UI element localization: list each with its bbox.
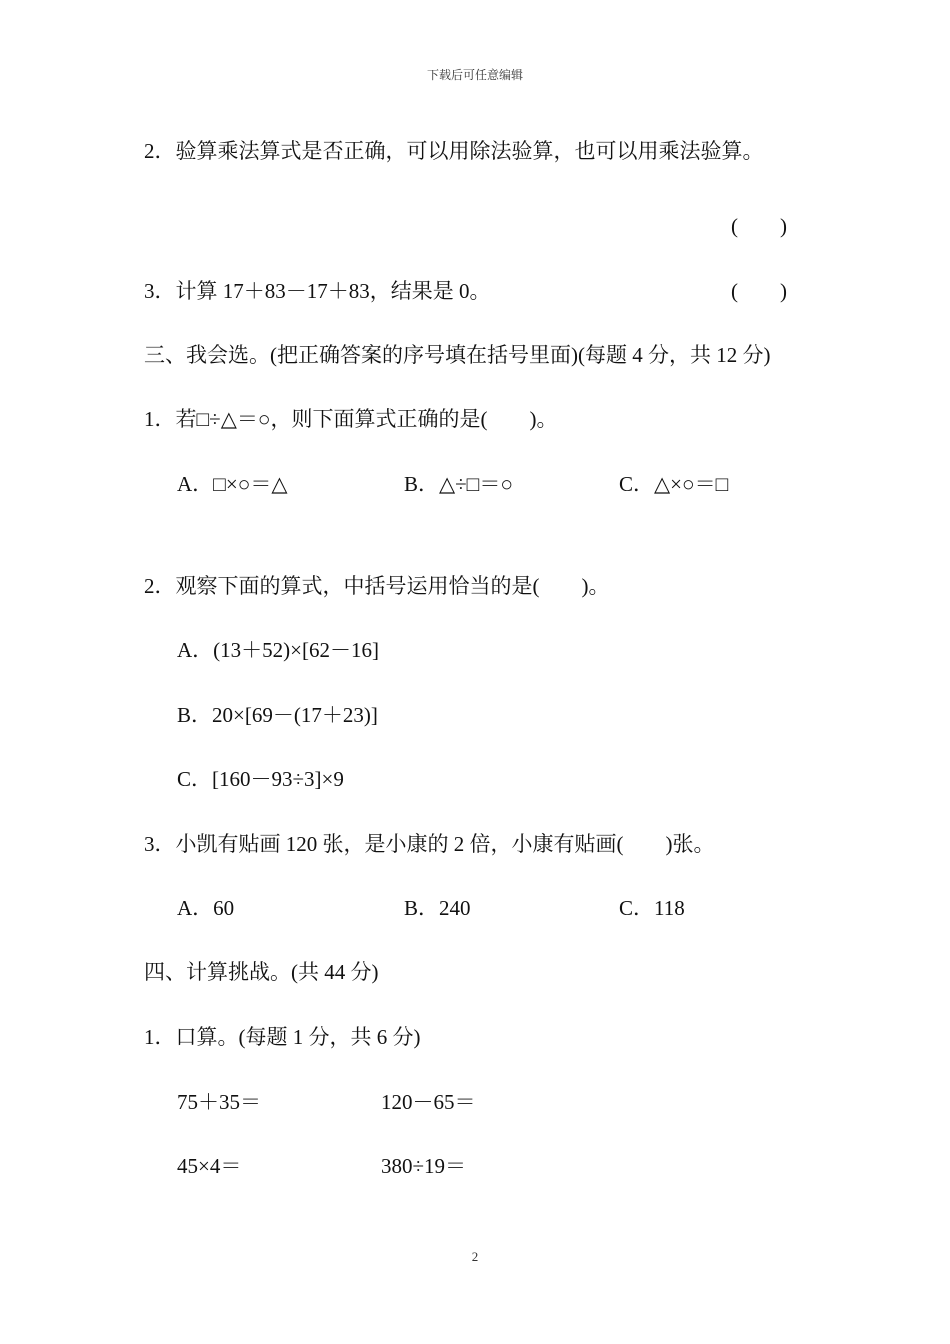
choice-question-1: 1．若□÷△＝○，则下面算式正确的是( )。 (144, 407, 558, 431)
q2-option-b[interactable]: B．20×[69－(17＋23)] (177, 703, 378, 727)
oral-calc-item: 75＋35＝ (177, 1090, 261, 1114)
page-number: 2 (471, 1249, 479, 1264)
section-4-title: 四、计算挑战。(共 44 分) (144, 960, 379, 984)
choice-question-2: 2．观察下面的算式，中括号运用恰当的是( )。 (144, 574, 610, 598)
q1-option-b[interactable]: B．△÷□＝○ (404, 472, 514, 496)
choice-question-3: 3．小凯有贴画 120 张，是小康的 2 倍，小康有贴画( )张。 (144, 832, 715, 856)
calc-question-1: 1．口算。(每题 1 分，共 6 分) (144, 1025, 421, 1049)
page-header: 下载后可任意编辑 (426, 68, 523, 82)
q1-option-c[interactable]: C．△×○＝□ (619, 472, 729, 496)
judge-answer-paren-3[interactable]: ( ) (731, 279, 787, 303)
judge-question-3: 3．计算 17＋83－17＋83，结果是 0。 (144, 279, 491, 303)
q1-option-a[interactable]: A．□×○＝△ (177, 472, 288, 496)
judge-question-2: 2．验算乘法算式是否正确，可以用除法验算，也可以用乘法验算。 (144, 139, 764, 163)
section-3-title: 三、我会选。(把正确答案的序号填在括号里面)(每题 4 分，共 12 分) (144, 343, 771, 367)
oral-calc-item: 380÷19＝ (381, 1154, 467, 1178)
oral-calc-item: 120－65＝ (381, 1090, 476, 1114)
q3-option-c[interactable]: C．118 (619, 896, 685, 920)
judge-answer-paren-2[interactable]: ( ) (731, 214, 787, 238)
q3-option-a[interactable]: A．60 (177, 896, 235, 920)
q2-option-c[interactable]: C．[160－93÷3]×9 (177, 767, 344, 791)
q2-option-a[interactable]: A．(13＋52)×[62－16] (177, 638, 379, 662)
oral-calc-item: 45×4＝ (177, 1154, 242, 1178)
q3-option-b[interactable]: B．240 (404, 896, 471, 920)
